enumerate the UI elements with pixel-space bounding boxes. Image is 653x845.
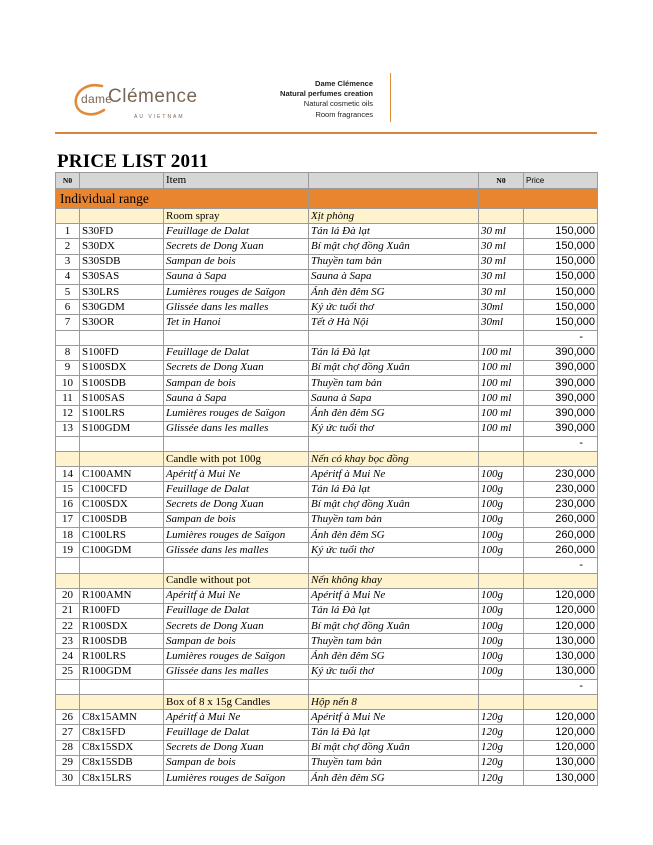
product-code: C100GDM	[80, 543, 164, 558]
product-name-vn: Tán lá Đà lạt	[309, 224, 479, 239]
category-row	[56, 695, 598, 710]
product-name-vn: Tán lá Đà lạt	[309, 603, 479, 618]
product-price: 150,000	[524, 269, 598, 284]
product-name: Glissée dans les malles	[164, 543, 309, 558]
logo-clemence-text: Clémence	[108, 86, 198, 107]
product-quantity: 120g	[479, 740, 524, 755]
separator-cell	[479, 436, 524, 451]
product-quantity: 100g	[479, 512, 524, 527]
product-quantity: 30 ml	[479, 269, 524, 284]
product-name-vn: Ánh đèn đêm SG	[309, 649, 479, 664]
row-number: 4	[56, 269, 80, 284]
row-number: 25	[56, 664, 80, 679]
category-label-en: Box of 8 x 15g Candles	[164, 695, 309, 710]
product-quantity: 30 ml	[479, 254, 524, 269]
product-name: Sampan de bois	[164, 376, 309, 391]
product-name-vn: Bí mật chợ đồng Xuân	[309, 360, 479, 375]
separator-cell	[309, 330, 479, 345]
product-price: 120,000	[524, 740, 598, 755]
product-name: Apéritf à Mui Ne	[164, 467, 309, 482]
product-name: Secrets de Dong Xuan	[164, 740, 309, 755]
product-name: Lumières rouges de Saïgon	[164, 770, 309, 785]
product-name: Feuillage de Dalat	[164, 482, 309, 497]
category-qty	[479, 452, 524, 467]
row-number: 23	[56, 634, 80, 649]
product-price: 260,000	[524, 527, 598, 542]
product-quantity: 120g	[479, 755, 524, 770]
category-code	[80, 573, 164, 588]
row-number: 9	[56, 360, 80, 375]
separator-cell	[479, 330, 524, 345]
product-price: 120,000	[524, 603, 598, 618]
separator-cell	[80, 679, 164, 694]
row-number: 30	[56, 770, 80, 785]
table-row	[56, 603, 598, 618]
category-code	[80, 209, 164, 224]
product-price: 120,000	[524, 710, 598, 725]
company-line-oils: Natural cosmetic oils	[303, 99, 373, 109]
product-name-vn: Thuyền tam bản	[309, 755, 479, 770]
table-row	[56, 239, 598, 254]
table-row	[56, 345, 598, 360]
product-code: S30SAS	[80, 269, 164, 284]
header-code	[80, 173, 164, 189]
category-code	[80, 452, 164, 467]
product-name-vn: Apéritf à Mui Ne	[309, 467, 479, 482]
product-name: Lumières rouges de Saïgon	[164, 649, 309, 664]
product-code: C100CFD	[80, 482, 164, 497]
product-name: Secrets de Dong Xuan	[164, 619, 309, 634]
product-code: S100SAS	[80, 391, 164, 406]
category-code	[80, 695, 164, 710]
product-price: 130,000	[524, 664, 598, 679]
table-row	[56, 649, 598, 664]
product-name: Secrets de Dong Xuan	[164, 497, 309, 512]
row-number: 13	[56, 421, 80, 436]
product-name: Lumières rouges de Saïgon	[164, 406, 309, 421]
table-row	[56, 710, 598, 725]
product-name: Feuillage de Dalat	[164, 345, 309, 360]
product-name-vn: Ký ức tuổi thơ	[309, 300, 479, 315]
category-price	[524, 209, 598, 224]
product-code: S30FD	[80, 224, 164, 239]
table-row	[56, 543, 598, 558]
product-code: S100GDM	[80, 421, 164, 436]
product-name-vn: Ký ức tuổi thơ	[309, 421, 479, 436]
category-label-en: Candle without pot	[164, 573, 309, 588]
separator-cell	[164, 558, 309, 573]
product-price: 120,000	[524, 725, 598, 740]
separator-dash: -	[524, 436, 598, 451]
header-vn	[309, 173, 479, 189]
product-quantity: 100 ml	[479, 421, 524, 436]
separator-cell	[80, 436, 164, 451]
product-name-vn: Tán lá Đà lạt	[309, 345, 479, 360]
row-number: 17	[56, 512, 80, 527]
separator-cell	[479, 679, 524, 694]
product-name: Tet in Hanoi	[164, 315, 309, 330]
row-number: 29	[56, 755, 80, 770]
row-number: 21	[56, 603, 80, 618]
product-code: S100FD	[80, 345, 164, 360]
category-price	[524, 452, 598, 467]
table-row	[56, 224, 598, 239]
product-code: C8x15SDX	[80, 740, 164, 755]
category-label-vn: Xịt phòng	[309, 209, 479, 224]
table-row	[56, 254, 598, 269]
product-code: R100AMN	[80, 588, 164, 603]
category-row	[56, 209, 598, 224]
product-price: 150,000	[524, 239, 598, 254]
product-code: R100SDX	[80, 619, 164, 634]
product-price: 230,000	[524, 497, 598, 512]
separator-row	[56, 679, 598, 694]
separator-cell	[164, 330, 309, 345]
header-price: Price	[524, 173, 598, 189]
separator-cell	[479, 558, 524, 573]
product-code: C100LRS	[80, 527, 164, 542]
separator-cell	[56, 330, 80, 345]
product-name: Sampan de bois	[164, 512, 309, 527]
table-row	[56, 527, 598, 542]
table-row	[56, 725, 598, 740]
product-name: Lumières rouges de Saïgon	[164, 284, 309, 299]
product-price: 390,000	[524, 360, 598, 375]
category-label-vn: Hộp nến 8	[309, 695, 479, 710]
product-quantity: 100g	[479, 482, 524, 497]
row-number: 1	[56, 224, 80, 239]
table-row	[56, 634, 598, 649]
separator-cell	[56, 558, 80, 573]
product-name: Lumières rouges de Saïgon	[164, 527, 309, 542]
product-quantity: 100g	[479, 543, 524, 558]
category-price	[524, 695, 598, 710]
category-qty	[479, 695, 524, 710]
product-name-vn: Thuyền tam bản	[309, 512, 479, 527]
price-table	[55, 172, 598, 786]
table-row	[56, 360, 598, 375]
product-name: Glissée dans les malles	[164, 421, 309, 436]
separator-dash: -	[524, 558, 598, 573]
table-row	[56, 467, 598, 482]
product-quantity: 100g	[479, 634, 524, 649]
row-number: 3	[56, 254, 80, 269]
product-name: Sampan de bois	[164, 634, 309, 649]
product-code: S100SDX	[80, 360, 164, 375]
category-row	[56, 452, 598, 467]
product-price: 260,000	[524, 512, 598, 527]
row-number: 16	[56, 497, 80, 512]
table-row	[56, 664, 598, 679]
table-row	[56, 421, 598, 436]
product-code: C8x15FD	[80, 725, 164, 740]
product-price: 390,000	[524, 391, 598, 406]
product-name: Glissée dans les malles	[164, 300, 309, 315]
product-name-vn: Bí mật chợ đồng Xuân	[309, 740, 479, 755]
product-name-vn: Thuyền tam bản	[309, 376, 479, 391]
product-quantity: 100g	[479, 527, 524, 542]
product-name-vn: Ký ức tuổi thơ	[309, 664, 479, 679]
product-code: S30SDB	[80, 254, 164, 269]
row-number: 8	[56, 345, 80, 360]
product-name-vn: Thuyền tam bản	[309, 634, 479, 649]
separator-cell	[56, 436, 80, 451]
row-number: 12	[56, 406, 80, 421]
product-code: R100GDM	[80, 664, 164, 679]
product-code: S100LRS	[80, 406, 164, 421]
product-name-vn: Apéritf à Mui Ne	[309, 710, 479, 725]
product-name-vn: Bí mật chợ đồng Xuân	[309, 619, 479, 634]
product-code: S30OR	[80, 315, 164, 330]
header-no: N0	[56, 173, 80, 189]
product-price: 390,000	[524, 421, 598, 436]
table-row	[56, 497, 598, 512]
product-name-vn: Tết ở Hà Nội	[309, 315, 479, 330]
product-quantity: 100g	[479, 619, 524, 634]
product-price: 390,000	[524, 345, 598, 360]
product-quantity: 100 ml	[479, 360, 524, 375]
product-quantity: 100 ml	[479, 406, 524, 421]
product-code: C8x15LRS	[80, 770, 164, 785]
row-number: 6	[56, 300, 80, 315]
separator-cell	[80, 330, 164, 345]
product-quantity: 100 ml	[479, 376, 524, 391]
row-number: 14	[56, 467, 80, 482]
product-name: Secrets de Dong Xuan	[164, 239, 309, 254]
product-name-vn: Sauna à Sapa	[309, 391, 479, 406]
category-qty	[479, 573, 524, 588]
product-name: Sauna à Sapa	[164, 391, 309, 406]
product-name: Feuillage de Dalat	[164, 224, 309, 239]
table-row	[56, 300, 598, 315]
product-price: 260,000	[524, 543, 598, 558]
product-name-vn: Bí mật chợ đồng Xuân	[309, 239, 479, 254]
row-number: 15	[56, 482, 80, 497]
separator-cell	[309, 679, 479, 694]
product-code: R100FD	[80, 603, 164, 618]
separator-dash: -	[524, 330, 598, 345]
product-code: S30LRS	[80, 284, 164, 299]
product-name: Feuillage de Dalat	[164, 725, 309, 740]
product-price: 130,000	[524, 649, 598, 664]
table-row	[56, 755, 598, 770]
row-number: 19	[56, 543, 80, 558]
product-quantity: 30 ml	[479, 284, 524, 299]
separator-row	[56, 436, 598, 451]
product-quantity: 100g	[479, 588, 524, 603]
product-name-vn: Ký ức tuổi thơ	[309, 543, 479, 558]
range-label: Individual range	[56, 189, 309, 209]
table-row	[56, 588, 598, 603]
product-code: C100AMN	[80, 467, 164, 482]
header-qty: N0	[479, 173, 524, 189]
product-quantity: 100 ml	[479, 345, 524, 360]
product-name: Apéritf à Mui Ne	[164, 710, 309, 725]
product-quantity: 120g	[479, 770, 524, 785]
row-number: 5	[56, 284, 80, 299]
product-code: C100SDX	[80, 497, 164, 512]
product-name-vn: Bí mật chợ đồng Xuân	[309, 497, 479, 512]
product-name: Secrets de Dong Xuan	[164, 360, 309, 375]
product-name: Sampan de bois	[164, 755, 309, 770]
logo-subtitle: AU VIETNAM	[134, 114, 185, 120]
product-price: 390,000	[524, 406, 598, 421]
product-price: 120,000	[524, 588, 598, 603]
product-name-vn: Apéritf à Mui Ne	[309, 588, 479, 603]
table-row	[56, 391, 598, 406]
product-code: R100SDB	[80, 634, 164, 649]
product-name-vn: Sauna à Sapa	[309, 269, 479, 284]
product-quantity: 120g	[479, 710, 524, 725]
header-divider	[390, 73, 391, 122]
product-name-vn: Thuyền tam bản	[309, 254, 479, 269]
header-item: Item	[164, 173, 309, 189]
product-quantity: 100g	[479, 467, 524, 482]
table-row	[56, 376, 598, 391]
category-no	[56, 573, 80, 588]
separator-dash: -	[524, 679, 598, 694]
separator-row	[56, 558, 598, 573]
table-row	[56, 512, 598, 527]
product-quantity: 30ml	[479, 300, 524, 315]
product-quantity: 120g	[479, 725, 524, 740]
product-code: S30DX	[80, 239, 164, 254]
category-label-en: Room spray	[164, 209, 309, 224]
product-name-vn: Ánh đèn đêm SG	[309, 527, 479, 542]
product-price: 150,000	[524, 254, 598, 269]
category-row	[56, 573, 598, 588]
product-name: Glissée dans les malles	[164, 664, 309, 679]
table-row	[56, 619, 598, 634]
table-row	[56, 770, 598, 785]
product-quantity: 100g	[479, 649, 524, 664]
row-number: 22	[56, 619, 80, 634]
product-price: 390,000	[524, 376, 598, 391]
product-name-vn: Ánh đèn đêm SG	[309, 406, 479, 421]
table-row	[56, 406, 598, 421]
company-info	[280, 79, 373, 120]
product-price: 230,000	[524, 467, 598, 482]
separator-cell	[164, 679, 309, 694]
product-price: 120,000	[524, 619, 598, 634]
table-row	[56, 315, 598, 330]
product-name: Apéritf à Mui Ne	[164, 588, 309, 603]
product-price: 150,000	[524, 284, 598, 299]
category-label-vn: Nến có khay bọc đồng	[309, 452, 479, 467]
product-code: C8x15SDB	[80, 755, 164, 770]
header-rule	[55, 132, 597, 134]
category-label-vn: Nến không khay	[309, 573, 479, 588]
row-number: 28	[56, 740, 80, 755]
row-number: 26	[56, 710, 80, 725]
product-name-vn: Ánh đèn đêm SG	[309, 284, 479, 299]
category-label-en: Candle with pot 100g	[164, 452, 309, 467]
product-name-vn: Tán lá Đà lạt	[309, 725, 479, 740]
table-row	[56, 482, 598, 497]
product-quantity: 100g	[479, 603, 524, 618]
company-line-fragrances: Room fragrances	[315, 109, 373, 119]
product-name: Sauna à Sapa	[164, 269, 309, 284]
logo-swirl-icon	[72, 80, 112, 120]
product-quantity: 30 ml	[479, 224, 524, 239]
product-quantity: 100g	[479, 497, 524, 512]
row-number: 24	[56, 649, 80, 664]
price-table-body	[56, 173, 598, 786]
row-number: 20	[56, 588, 80, 603]
product-name-vn: Ánh đèn đêm SG	[309, 770, 479, 785]
category-no	[56, 209, 80, 224]
logo-dame-text: dame	[81, 92, 113, 106]
product-name: Feuillage de Dalat	[164, 603, 309, 618]
product-price: 230,000	[524, 482, 598, 497]
product-code: R100LRS	[80, 649, 164, 664]
product-name: Sampan de bois	[164, 254, 309, 269]
product-price: 150,000	[524, 315, 598, 330]
separator-cell	[56, 679, 80, 694]
category-price	[524, 573, 598, 588]
separator-row	[56, 330, 598, 345]
row-number: 18	[56, 527, 80, 542]
range-row	[56, 189, 598, 209]
product-code: S100SDB	[80, 376, 164, 391]
company-tagline: Natural perfumes creation	[280, 89, 373, 99]
separator-cell	[309, 558, 479, 573]
separator-cell	[80, 558, 164, 573]
product-quantity: 30ml	[479, 315, 524, 330]
product-quantity: 100g	[479, 664, 524, 679]
product-code: C8x15AMN	[80, 710, 164, 725]
product-quantity: 100 ml	[479, 391, 524, 406]
product-name-vn: Tán lá Đà lạt	[309, 482, 479, 497]
category-qty	[479, 209, 524, 224]
company-name: Dame Clémence	[315, 79, 373, 88]
product-code: C100SDB	[80, 512, 164, 527]
product-price: 150,000	[524, 224, 598, 239]
product-price: 130,000	[524, 755, 598, 770]
table-row	[56, 740, 598, 755]
product-code: S30GDM	[80, 300, 164, 315]
separator-cell	[164, 436, 309, 451]
row-number: 11	[56, 391, 80, 406]
product-price: 130,000	[524, 770, 598, 785]
row-number: 10	[56, 376, 80, 391]
product-quantity: 30 ml	[479, 239, 524, 254]
table-header-row	[56, 173, 598, 189]
product-price: 130,000	[524, 634, 598, 649]
table-row	[56, 269, 598, 284]
table-row	[56, 284, 598, 299]
row-number: 27	[56, 725, 80, 740]
separator-cell	[309, 436, 479, 451]
brand-logo	[72, 78, 202, 128]
row-number: 2	[56, 239, 80, 254]
product-price: 150,000	[524, 300, 598, 315]
category-no	[56, 695, 80, 710]
category-no	[56, 452, 80, 467]
row-number: 7	[56, 315, 80, 330]
page-title: PRICE LIST 2011	[57, 151, 209, 172]
